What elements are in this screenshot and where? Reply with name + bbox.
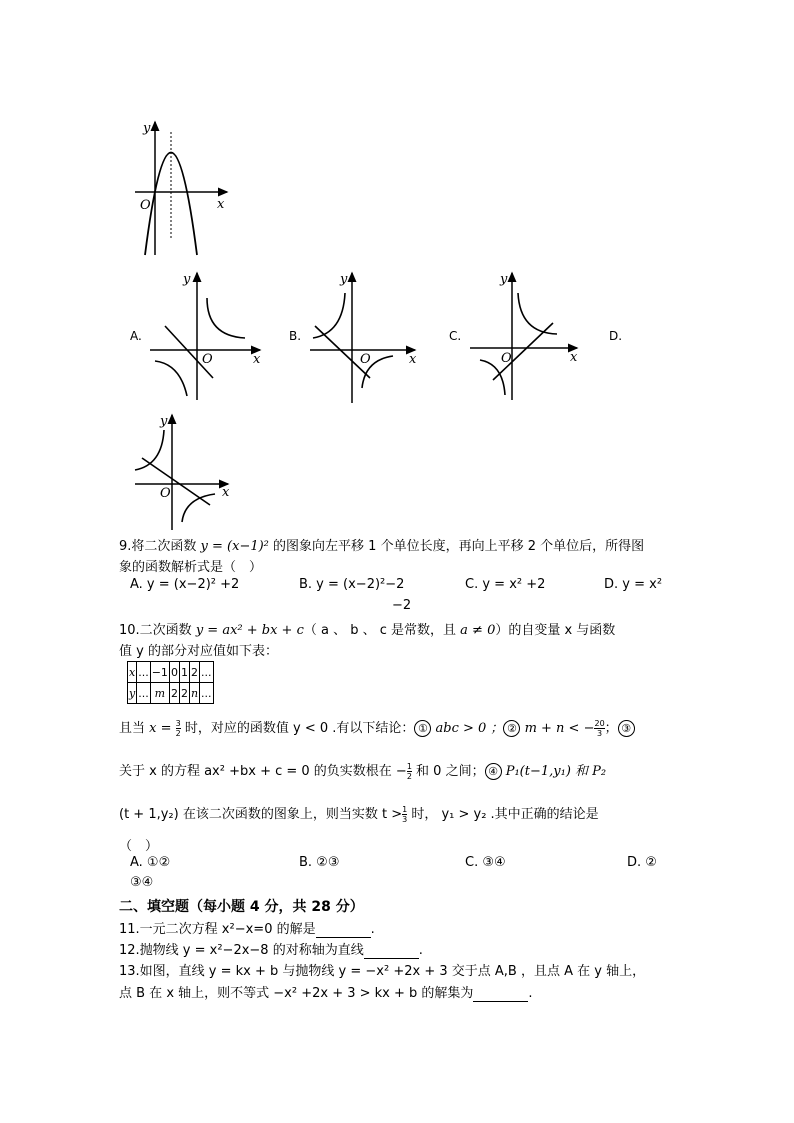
- table-cell: 0: [169, 662, 179, 683]
- table-cell: x: [128, 662, 137, 683]
- q10-line2: 值 y 的部分对应值如下表：: [119, 644, 278, 659]
- option-c-label: C.: [449, 329, 462, 343]
- q12: 12.抛物线 y = x²−2x−8 的对称轴为直线 .: [119, 943, 423, 958]
- x-axis-label: x: [217, 197, 225, 212]
- option-a-label: A.: [130, 329, 142, 343]
- origin-label: O: [202, 352, 213, 367]
- q10-line4: 关于 x 的方程 ax² +bx + c = 0 的负实数根在 − $\frac{1}{2}$ 和 0 之间； ④ P₁(t−1,y₁) 和 P₂: [119, 762, 607, 781]
- q13-line1: 13.如图，直线 y = kx + b 与抛物线 y = −x² +2x + 3 交于点 A,B ，且点 A 在 y 轴上，: [119, 964, 646, 979]
- q10-line3: 且当 x = $\frac{3}{2}$ 时，对应的函数值 y < 0 .有以下结论： ① abc > 0 ； ② m + n < − $\frac{20}{3}$ ； ③: [119, 717, 635, 738]
- value-table: [127, 661, 214, 704]
- option-b-label: B.: [289, 329, 302, 343]
- table-cell: 2: [179, 683, 189, 704]
- q10-line1: 10.二次函数 y = ax² + bx + c（ a 、 b 、 c 是常数，且 a ≠ 0）的自变量 x 与函数: [119, 623, 616, 638]
- y-axis-label: y: [500, 272, 508, 287]
- origin-label: O: [360, 352, 371, 367]
- table-row: [128, 683, 214, 704]
- q10-option-a[interactable]: A. ①②: [130, 855, 171, 870]
- q9-line2: 象的函数解析式是（ ）: [119, 560, 263, 575]
- table-cell: 2: [169, 683, 179, 704]
- table-cell: −1: [150, 662, 169, 683]
- table-cell: ...: [200, 662, 214, 683]
- table-cell: 1: [179, 662, 189, 683]
- answer-blank[interactable]: [473, 986, 528, 1002]
- table-cell: ...: [200, 683, 214, 704]
- table-row: [128, 662, 214, 683]
- origin-label: O: [160, 486, 171, 501]
- answer-blank[interactable]: [364, 943, 419, 959]
- q9-option-b[interactable]: B. y = (x−2)²−2: [299, 577, 405, 592]
- table-cell: 2: [189, 662, 199, 683]
- x-axis-label: x: [253, 352, 261, 367]
- option-d-graph: [130, 410, 240, 535]
- q10-option-d[interactable]: D. ②: [627, 855, 657, 870]
- y-axis-label: y: [160, 414, 168, 429]
- y-axis-label: y: [143, 121, 151, 136]
- conclusion-3-marker: ③: [618, 720, 635, 737]
- q9-option-d[interactable]: D. y = x²: [604, 577, 663, 592]
- x-axis-label: x: [570, 350, 578, 365]
- y-axis-label: y: [183, 272, 191, 287]
- table-cell: n: [189, 683, 199, 704]
- option-a-graph: [145, 268, 270, 403]
- q10-option-d-cont: ③④: [130, 875, 154, 890]
- conclusion-1-marker: ①: [414, 720, 431, 737]
- q9-option-c[interactable]: C. y = x² +2: [465, 577, 546, 592]
- table-cell: ...: [137, 683, 151, 704]
- table-cell: m: [150, 683, 169, 704]
- table-cell: ...: [137, 662, 151, 683]
- q13-line2: 点 B 在 x 轴上，则不等式 −x² +2x + 3 > kx + b 的解集为 .: [119, 986, 533, 1001]
- conclusion-4-marker: ④: [485, 763, 502, 780]
- answer-blank[interactable]: [316, 922, 371, 938]
- parabola-graph: [125, 110, 235, 260]
- table-cell: y: [128, 683, 137, 704]
- q9-line1: 9.将二次函数 y = (x−1)² 的图象向左平移 1 个单位长度，再向上平移 2 个单位后，所得图: [119, 539, 645, 554]
- q11: 11.一元二次方程 x²−x=0 的解是 .: [119, 922, 375, 937]
- origin-label: O: [501, 351, 512, 366]
- origin-label: O: [140, 198, 151, 213]
- q10-option-b[interactable]: B. ②③: [299, 855, 340, 870]
- q10-line5: (t + 1,y₂) 在该二次函数的图象上，则当实数 t > $\frac{1}{3}$ 时， y₁ > y₂ .其中正确的结论是: [119, 805, 599, 824]
- q9-option-a[interactable]: A. y = (x−2)² +2: [130, 577, 240, 592]
- y-axis-label: y: [340, 272, 348, 287]
- option-d-label: D.: [609, 329, 623, 343]
- q9-option-b-cont: −2: [392, 598, 412, 613]
- x-axis-label: x: [222, 485, 230, 500]
- q10-option-c[interactable]: C. ③④: [465, 855, 506, 870]
- conclusion-2-marker: ②: [503, 720, 520, 737]
- x-axis-label: x: [409, 352, 417, 367]
- option-c-graph: [465, 268, 585, 403]
- q10-line6: （ ）: [119, 839, 159, 854]
- section-title: 二、填空题（每小题 4 分，共 28 分）: [119, 899, 364, 915]
- option-b-graph: [305, 268, 425, 408]
